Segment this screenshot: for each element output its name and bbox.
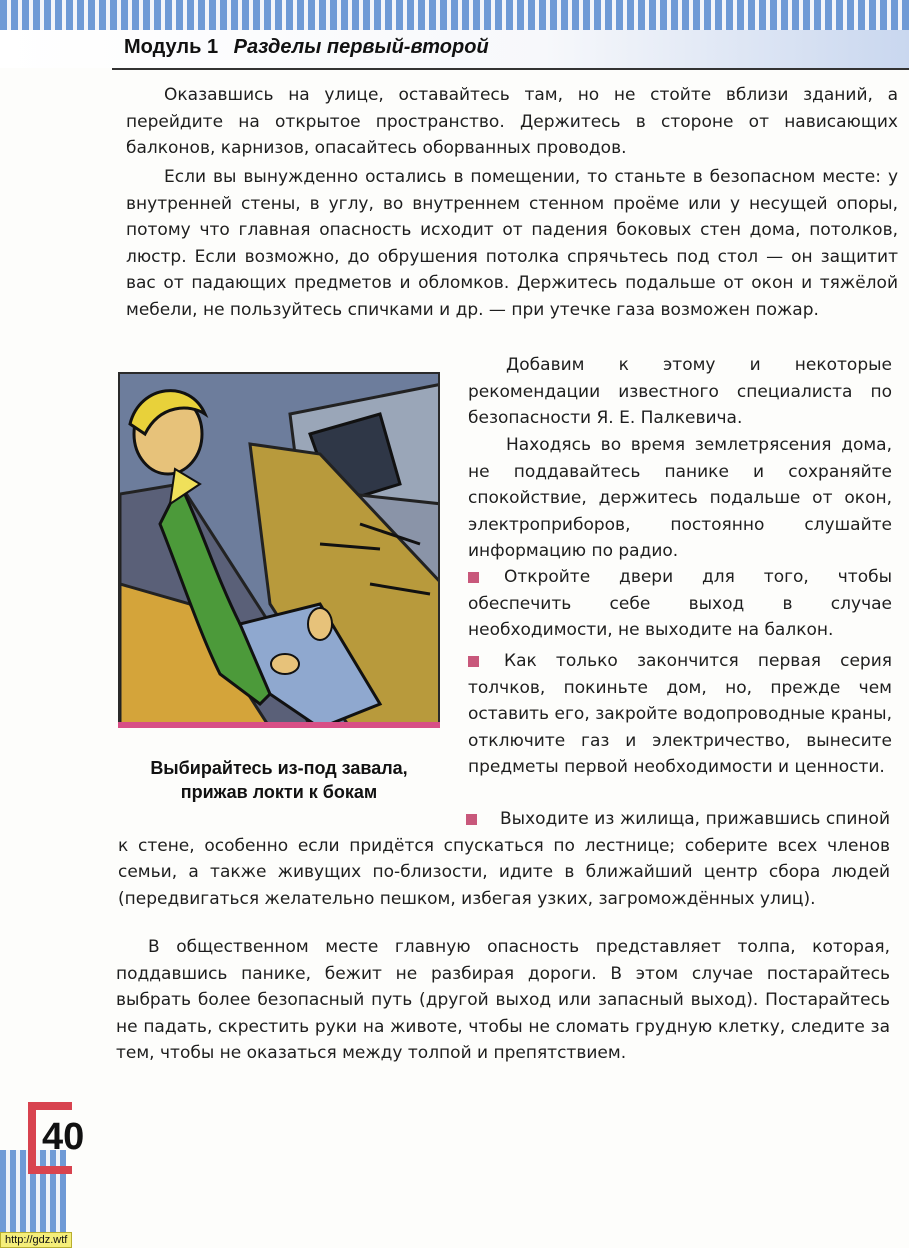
watermark-link[interactable]: http://gdz.wtf — [0, 1232, 72, 1248]
paragraph-public-place: В общественном месте главную опасность представляет толпа, которая, поддавшись панике, бежит не разбирая дороги. В этом случае постарайтесь выбрать более безопасный путь (другой выход или запасный выход). Постарайтесь не падать, скрестить руки на животе, чтобы не сломать грудную клетку, следите за тем, чтобы не оказаться между толпой и препятствием. — [116, 937, 890, 1063]
paragraph-indoors: Если вы вынужденно остались в помещении, то станьте в безопасном месте: у внутренней стены, в углу, во внутреннем стенном проёме или у несущей опоры, потому что главная опасность исходит от падения боковых стен дома, потолков, люстр. Если возможно, до обрушения потолка спрячьтесь под стол — он защитит вас от падающих предметов и обломков. Держитесь подальше от окон и тяжёлой мебели, не пользуйтесь спичками и др. — при утечке газа возможен пожар. — [126, 167, 898, 320]
header-divider — [112, 68, 909, 70]
paragraph-expert-intro: Добавим к этому и некоторые рекомендации известного специалиста по безопасности Я. Е. Палкевича. — [468, 355, 892, 428]
section-title: Разделы первый-второй — [233, 36, 489, 58]
illustration-accent-bar — [118, 722, 440, 728]
bullet-item-leave-house: Как только закончится первая серия толчков, покиньте дом, но, прежде чем оставить его, закройте водопроводные краны, отключите газ и электричество, вынесите предметы первой необходимости и ценности. — [468, 651, 892, 777]
page-header — [124, 36, 489, 59]
bullet-item-exit: Выходите из жилища, прижавшись спиной к стене, особенно если придётся спускаться по лестнице; соберите всех членов семьи, а также живущих по-близости, идите в ближайший центр сбора людей (передвигаться желательно пешком, избегая узких, загромождённых улиц). — [118, 809, 890, 909]
module-label: Модуль 1 — [124, 36, 219, 58]
illustration-rubble-escape — [118, 372, 440, 726]
top-decorative-stripes — [0, 0, 909, 30]
rubble-escape-drawing — [120, 374, 440, 726]
page-number: 40 — [42, 1116, 85, 1158]
bullet-item-doors: Откройте двери для того, чтобы обеспечить себе выход в случае необходимости, не выходите на балкон. — [468, 567, 892, 640]
paragraph-at-home: Находясь во время землетрясения дома, не поддавайтесь панике и сохраняйте спокойствие, держитесь подальше от окон, электроприборов, постоянно слушайте информацию по радио. — [468, 435, 892, 561]
illustration-caption: Выбирайтесь из-под завала, прижав локти к бокам — [150, 758, 408, 802]
paragraph-street: Оказавшись на улице, оставайтесь там, но не стойте вблизи зданий, а перейдите на открытое пространство. Держитесь в стороне от нависающих балконов, карнизов, опасайтесь оборванных проводов. — [126, 85, 898, 158]
